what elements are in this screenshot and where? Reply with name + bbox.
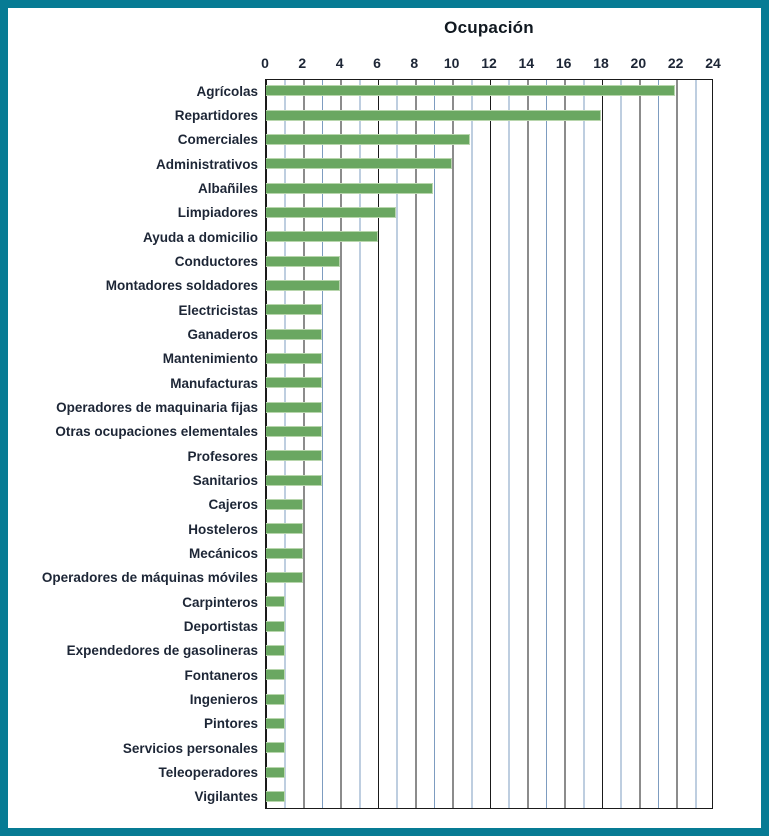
category-label: Electricistas [178,302,258,318]
x-tick-label: 0 [261,55,269,71]
category-label: Manufacturas [170,375,258,391]
bar [266,134,470,145]
x-tick-label: 20 [630,55,647,71]
bar [266,426,322,437]
category-label: Ingenieros [189,691,258,707]
category-label: Deportistas [183,618,258,634]
bar [266,694,285,705]
category-label: Teleoperadores [158,764,258,780]
category-label: Agrícolas [196,83,258,99]
bar [266,791,285,802]
x-tick-label: 24 [705,55,721,71]
x-axis [261,55,721,72]
bar [266,207,396,218]
bar [266,231,378,242]
bar [266,669,285,680]
category-label: Albañiles [197,180,258,196]
category-label: Servicios personales [122,740,258,756]
category-label: Mantenimiento [162,351,258,367]
y-axis-category-labels [8,79,258,809]
plot-area [265,79,713,809]
category-label: Hosteleros [188,521,258,537]
category-label: Vigilantes [194,789,258,805]
x-tick-label: 12 [481,55,497,71]
category-label: Pintores [203,716,258,732]
x-tick-label: 16 [555,55,572,71]
category-label: Ganaderos [187,326,258,342]
category-label: Comerciales [177,132,258,148]
x-tick-label: 4 [335,55,344,71]
bar [266,256,340,267]
chart-title: Ocupación [444,18,534,37]
bar [266,280,340,291]
category-label: Ayuda a domicilio [142,229,258,245]
bar [266,621,285,632]
bar [266,767,285,778]
category-label: Conductores [174,253,258,269]
x-tick-label: 10 [443,55,460,71]
x-tick-label: 2 [298,55,307,71]
category-label: Administrativos [155,156,258,172]
bar [266,110,601,121]
category-label: Fontaneros [184,667,258,683]
bar [266,85,675,96]
category-label: Mecánicos [188,545,258,561]
bar [266,377,322,388]
bar [266,499,303,510]
category-label: Cajeros [208,497,258,513]
x-tick-label: 14 [518,55,535,71]
bar [266,329,322,340]
category-label: Expendedores de gasolineras [66,643,258,659]
category-label: Limpiadores [177,205,258,221]
bar [266,183,433,194]
bar [266,475,322,486]
category-label: Operadores de máquinas móviles [41,570,258,586]
category-label: Sanitarios [192,472,258,488]
bar [266,158,452,169]
category-label: Profesores [187,448,258,464]
bar [266,572,303,583]
bar [266,450,322,461]
bar [266,742,285,753]
category-label: Montadores soldadores [105,278,258,294]
x-tick-label: 18 [593,55,609,71]
category-label: Repartidores [174,107,258,123]
bar [266,548,303,559]
bar [266,523,303,534]
bar [266,645,285,656]
category-label: Otras ocupaciones elementales [55,424,258,440]
bar [266,718,285,729]
bar [266,596,285,607]
x-tick-label: 8 [410,55,419,71]
category-label: Carpinteros [182,594,258,610]
bar [266,353,322,364]
bar [266,304,322,315]
x-tick-label: 6 [373,55,381,71]
x-tick-label: 22 [667,55,684,71]
category-label: Operadores de maquinaria fijas [56,399,258,415]
bar [266,402,322,413]
